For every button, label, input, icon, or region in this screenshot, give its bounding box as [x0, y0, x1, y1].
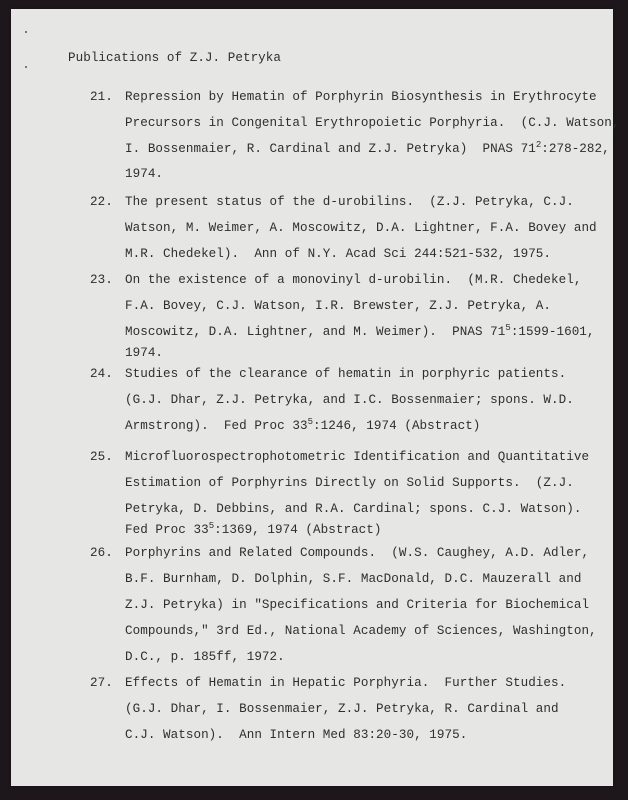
entry-number: 24. — [90, 367, 113, 381]
entry-number: 21. — [90, 90, 113, 104]
entry-number: 26. — [90, 546, 113, 560]
page-title: Publications of Z.J. Petryka — [68, 51, 282, 65]
entry-line: The present status of the d-urobilins. (Z.J. Petryka, C.J. — [125, 195, 574, 209]
entry-line: Petryka, D. Debbins, and R.A. Cardinal; spons. C.J. Watson). — [125, 502, 582, 516]
entry-text: :1246, 1974 (Abstract) — [313, 419, 481, 433]
entry-line: B.F. Burnham, D. Dolphin, S.F. MacDonald, D.C. Mauzerall and — [125, 572, 582, 586]
entry-line: 1974. — [125, 346, 164, 360]
entry-line: Precursors in Congenital Erythropoietic Porphyria. (C.J. Watson, — [125, 116, 620, 130]
entry-number: 27. — [90, 676, 113, 690]
entry-line: Effects of Hematin in Hepatic Porphyria. Further Studies. — [125, 676, 567, 690]
issue-superscript: 2 — [535, 140, 542, 150]
entry-line: F.A. Bovey, C.J. Watson, I.R. Brewster, Z.J. Petryka, A. — [125, 299, 552, 313]
entry-text: Fed Proc 33 — [125, 523, 209, 537]
entry-text: :1599-1601, — [510, 325, 595, 339]
entry-text: Armstrong). Fed Proc 33 — [125, 419, 308, 433]
entry-line: Porphyrins and Related Compounds. (W.S. Caughey, A.D. Adler, — [125, 546, 590, 560]
entry-line: Studies of the clearance of hematin in porphyric patients. — [125, 367, 567, 381]
entry-line: Watson, M. Weimer, A. Moscowitz, D.A. Lightner, F.A. Bovey and — [125, 221, 597, 235]
issue-superscript: 5 — [307, 417, 314, 427]
entry-line: C.J. Watson). Ann Intern Med 83:20-30, 1975. — [125, 728, 468, 742]
document-page — [11, 9, 620, 786]
entry-line: (G.J. Dhar, Z.J. Petryka, and I.C. Bossenmaier; spons. W.D. — [125, 393, 574, 407]
entry-text: :278-282, — [541, 142, 610, 156]
entry-text: :1369, 1974 (Abstract) — [214, 523, 382, 537]
entry-line: On the existence of a monovinyl d-urobilin. (M.R. Chedekel, — [125, 273, 582, 287]
entry-line: M.R. Chedekel). Ann of N.Y. Acad Sci 244:521-532, 1975. — [125, 247, 552, 261]
entry-line: Z.J. Petryka) in "Specifications and Criteria for Biochemical — [125, 598, 590, 612]
entry-line — [125, 142, 610, 156]
entry-text: Moscowitz, D.A. Lightner, and M. Weimer). PNAS 71 — [125, 325, 506, 339]
entry-line: Microfluorospectrophotometric Identification and Quantitative — [125, 450, 590, 464]
paper-speck — [25, 31, 27, 33]
entry-line — [125, 325, 595, 339]
entry-text: I. Bossenmaier, R. Cardinal and Z.J. Petryka) PNAS 71 — [125, 142, 536, 156]
issue-superscript: 5 — [208, 521, 215, 531]
paper-speck — [25, 66, 27, 68]
entry-line: Compounds," 3rd Ed., National Academy of Sciences, Washington, — [125, 624, 597, 638]
entry-number: 25. — [90, 450, 113, 464]
entry-line: (G.J. Dhar, I. Bossenmaier, Z.J. Petryka, R. Cardinal and — [125, 702, 559, 716]
entry-line — [125, 523, 382, 537]
entry-number: 23. — [90, 273, 113, 287]
entry-number: 22. — [90, 195, 113, 209]
entry-line — [125, 419, 480, 433]
issue-superscript: 5 — [505, 323, 511, 333]
entry-line: D.C., p. 185ff, 1972. — [125, 650, 285, 664]
entry-line: Repression by Hematin of Porphyrin Biosynthesis in Erythrocyte — [125, 90, 597, 104]
entry-line: 1974. — [125, 167, 164, 181]
entry-line: Estimation of Porphyrins Directly on Solid Supports. (Z.J. — [125, 476, 574, 490]
